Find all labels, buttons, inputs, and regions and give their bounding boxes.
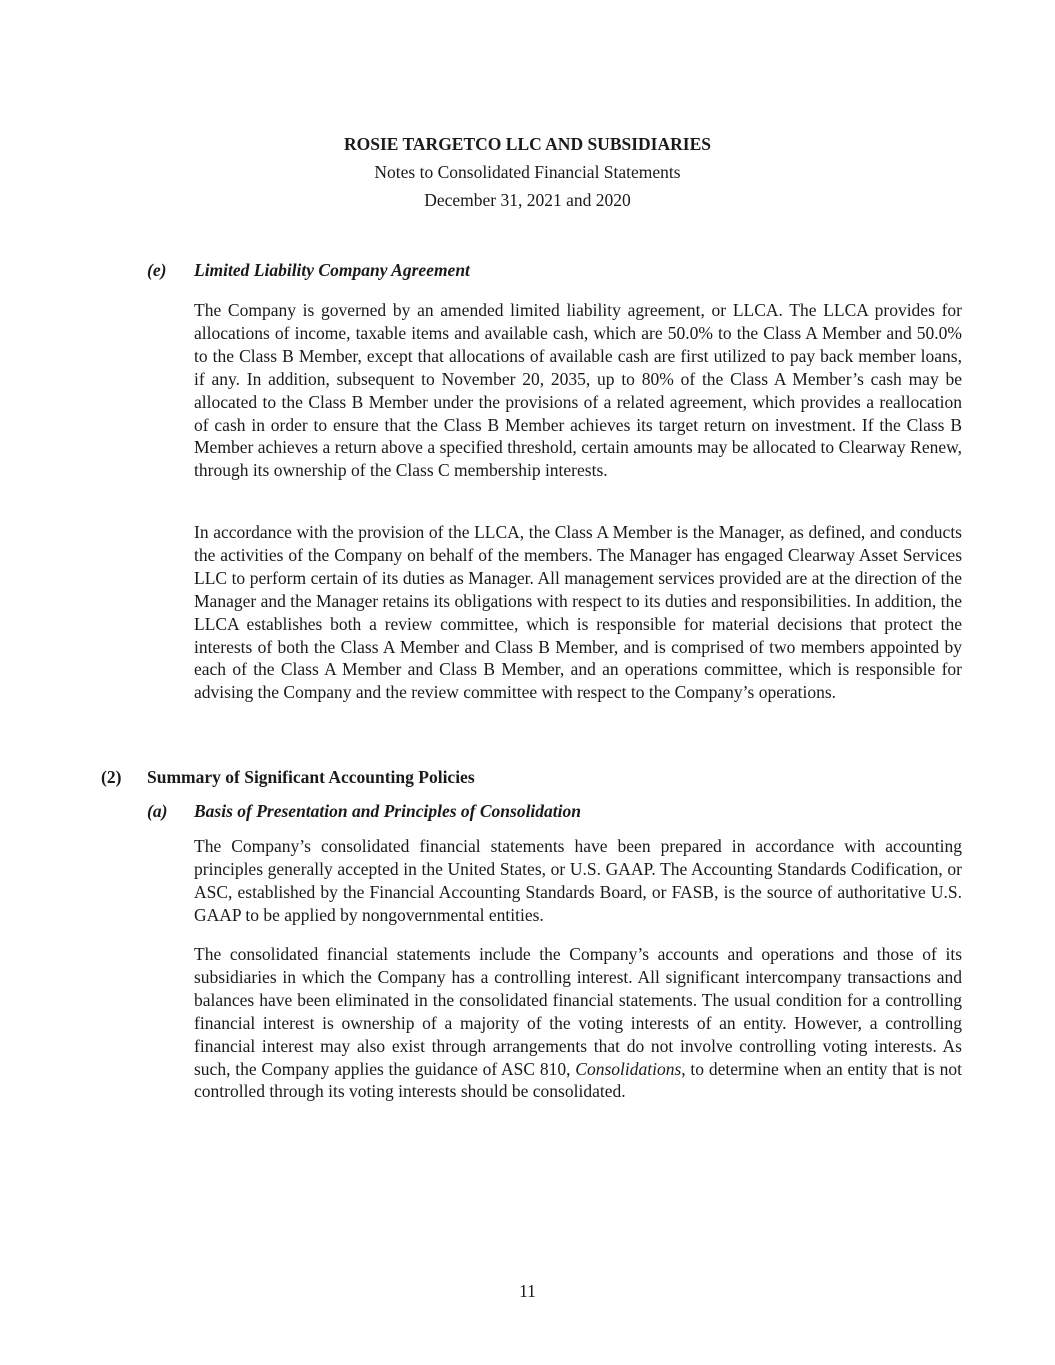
asc-topic-title: Consolidations — [575, 1058, 682, 1079]
section-2a-paragraph-2 — [194, 943, 962, 1103]
section-e-paragraph-2: In accordance with the provision of the LLCA, the Class A Member is the Manager, as defined, and conducts the activities of the Company on behalf of the members. The Manager has engaged Clearway Asset Services LLC to perform certain of its duties as Manager. All management services provided are at the direction of the Manager and the Manager retains its obligations with respect to its duties and responsibilities. In addition, the LLCA establishes both a review committee, which is responsible for material decisions that protect the interests of both the Class A Member and Class B Member, and is comprised of two members appointed by each of the Class A Member and Class B Member, and an operations committee, which is responsible for advising the Company and the review committee with respect to the Company’s operations. — [194, 522, 962, 703]
company-name: ROSIE TARGETCO LLC AND SUBSIDIARIES — [344, 134, 711, 154]
document-title: Notes to Consolidated Financial Statements — [374, 162, 681, 182]
section-2-heading: Summary of Significant Accounting Policies — [147, 767, 475, 787]
section-e-paragraph-1: The Company is governed by an amended limited liability agreement, or LLCA. The LLCA provides for allocations of income, taxable items and available cash, which are 50.0% to the Class A Member and 50.0% to the Class B Member, except that allocations of available cash are first utilized to pay back member loans, if any. In addition, subsequent to November 20, 2035, up to 80% of the Class A Member’s cash may be allocated to the Class B Member under the provisions of a related agreement, which provides a reallocation of cash in order to ensure that the Class B Member achieves its target return on investment. If the Class B Member achieves a return above a specified threshold, certain amounts may be allocated to Clearway Renew, through its ownership of the Class C membership interests. — [194, 300, 962, 481]
page-number: 11 — [519, 1281, 536, 1301]
section-e-heading: Limited Liability Company Agreement — [194, 260, 470, 280]
section-2-number: (2) — [101, 767, 122, 787]
section-2a-paragraph-1: The Company’s consolidated financial statements have been prepared in accordance with accounting principles generally accepted in the United States, or U.S. GAAP. The Accounting Standards Codification, or ASC, established by the Financial Accounting Standards Board, or FASB, is the source of authoritative U.S. GAAP to be applied by nongovernmental entities. — [194, 836, 962, 925]
paragraph-text: , to determine when an entity that is not controlled through its voting interests should be consolidated. — [194, 1058, 962, 1102]
document-date: December 31, 2021 and 2020 — [424, 190, 631, 210]
paragraph-text: The consolidated financial statements include the Company’s accounts and operations and those of its subsidiaries in which the Company has a controlling interest. All significant intercompany transactions and balances have been eliminated in the consolidated financial statements. The usual condition for a controlling financial interest is ownership of a majority of the voting interests of an entity. However, a controlling financial interest may also exist through arrangements that do not involve controlling voting interests. As such, the Company applies the guidance of ASC 810, — [194, 944, 962, 1079]
section-e-marker: (e) — [147, 260, 167, 280]
section-2a-marker: (a) — [147, 801, 168, 821]
section-2a-heading: Basis of Presentation and Principles of Consolidation — [194, 801, 581, 821]
document-header — [0, 130, 1055, 214]
